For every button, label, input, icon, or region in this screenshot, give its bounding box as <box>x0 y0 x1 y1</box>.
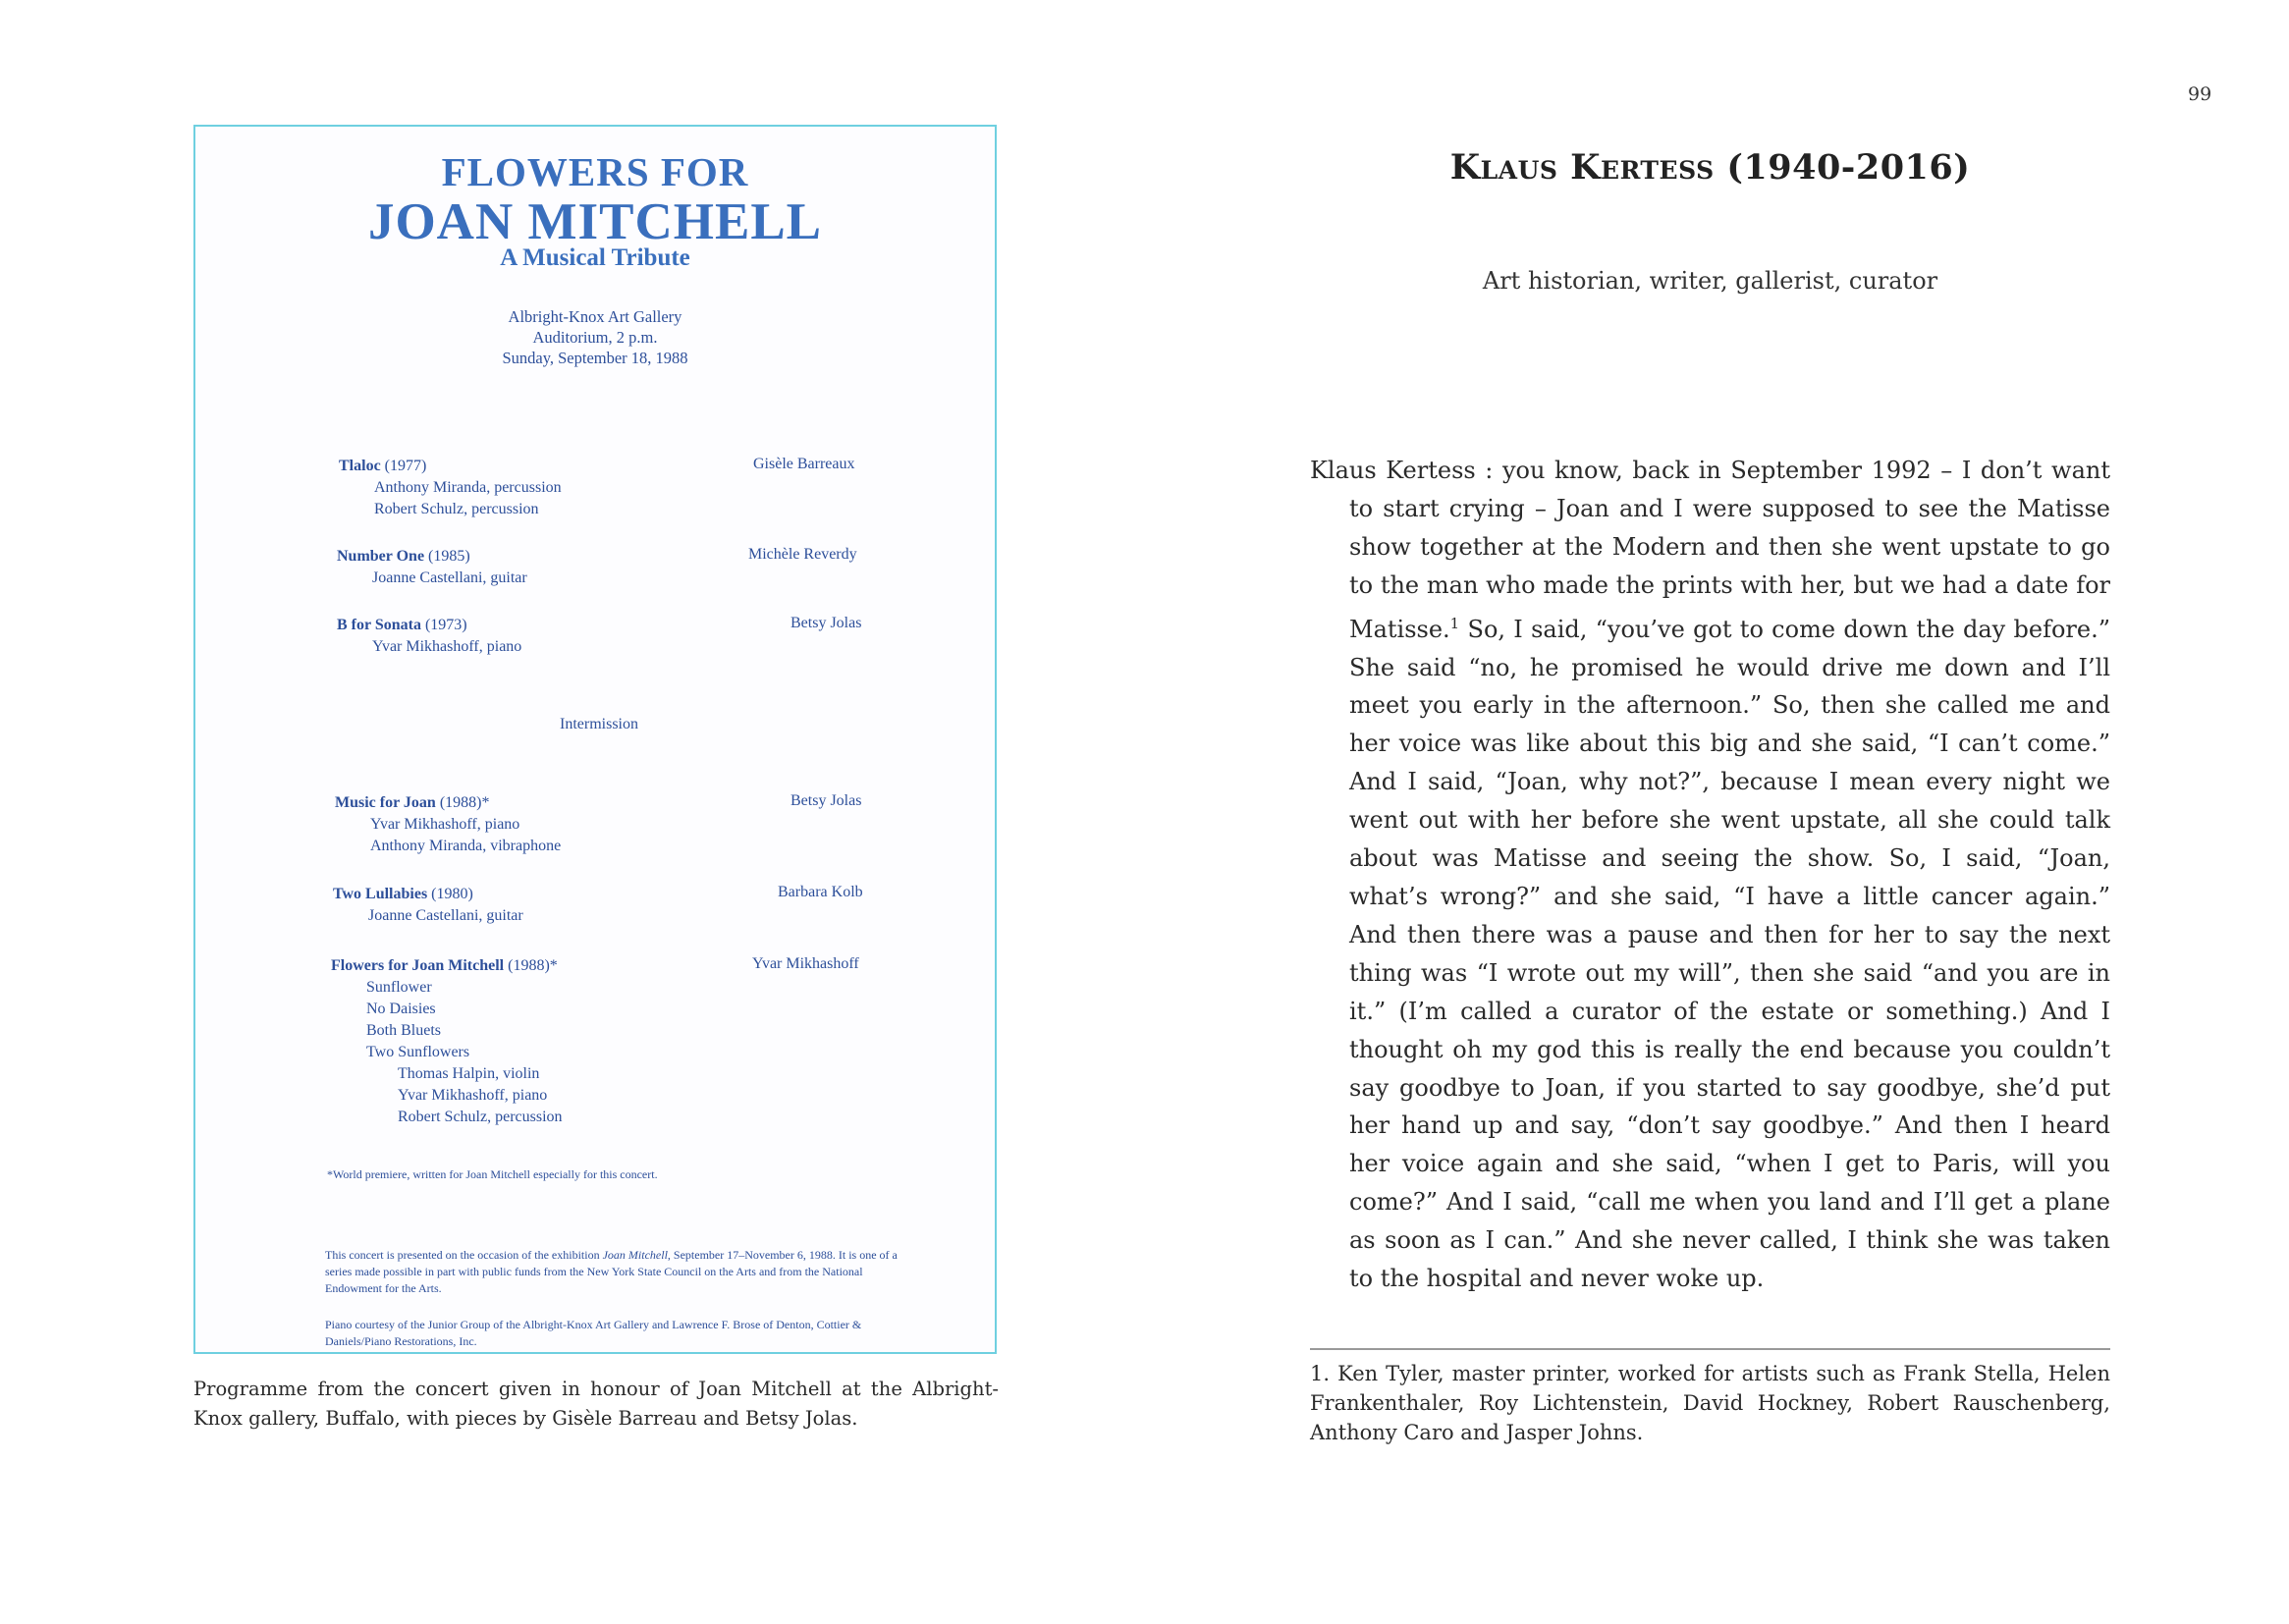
piece-year: (1980) <box>431 886 473 902</box>
venue-line: Sunday, September 18, 1988 <box>502 349 688 367</box>
performer: Yvar Mikhashoff, piano <box>370 816 520 833</box>
programme-title-line1: FLOWERS FOR <box>441 149 749 194</box>
movement: No Daisies <box>366 1001 436 1017</box>
programme-title-line2: JOAN MITCHELL <box>367 193 823 250</box>
programme-subtitle: A Musical Tribute <box>500 244 690 271</box>
piece-title: Tlaloc <box>339 458 381 474</box>
programme-piece <box>337 615 521 658</box>
premiere-note: *World premiere, written for Joan Mitchell especially for this concert. <box>327 1167 658 1181</box>
intermission-label: Intermission <box>560 716 638 732</box>
programme-piece <box>335 792 561 857</box>
piece-composer: Gisèle Barreaux <box>753 456 855 472</box>
programme-piece <box>333 884 523 927</box>
piano-note: Piano courtesy of the Junior Group of the Albright-Knox Art Gallery and Lawrence F. Brose of Denton, Cottier & Daniels/Piano Restorations, Inc. <box>325 1318 862 1348</box>
piece-title: B for Sonata <box>337 617 421 633</box>
performer: Thomas Halpin, violin <box>398 1065 540 1082</box>
programme-venue <box>195 306 995 368</box>
essay-subtitle: Art historian, writer, gallerist, curator <box>1482 267 1938 295</box>
venue-line: Albright-Knox Art Gallery <box>508 307 682 326</box>
performer: Robert Schulz, percussion <box>374 501 539 517</box>
piece-title: Number One <box>337 548 425 565</box>
footnote: 1. Ken Tyler, master printer, worked for artists such as Frank Stella, Helen Frankenthaler, Roy Lichtenstein, David Hockney, Robert Rauschenberg, Anthony Caro and Jasper Johns. <box>1310 1362 2110 1444</box>
programme-piece <box>339 456 562 520</box>
movement: Two Sunflowers <box>366 1044 470 1060</box>
piece-composer: Michèle Reverdy <box>748 546 857 563</box>
performer: Robert Schulz, percussion <box>398 1109 563 1125</box>
performer: Anthony Miranda, vibraphone <box>370 838 562 854</box>
piece-year: (1985) <box>428 548 470 565</box>
piece-year: (1973) <box>424 617 467 633</box>
movement: Sunflower <box>366 979 432 996</box>
piece-title: Flowers for Joan Mitchell <box>331 957 505 974</box>
piece-composer: Betsy Jolas <box>790 615 862 631</box>
performer: Joanne Castellani, guitar <box>372 569 527 586</box>
programme-piece <box>331 955 563 1128</box>
piece-year: (1988)* <box>508 957 558 974</box>
page-number: 99 <box>2188 83 2212 105</box>
occasion-prefix: This concert is presented on the occasion of the exhibition <box>325 1248 603 1262</box>
piece-year: (1988)* <box>439 794 490 811</box>
figure-caption: Programme from the concert given in honour of Joan Mitchell at the Albright-Knox gallery, Buffalo, with pieces by Gisèle Barreau and Betsy Jolas. <box>193 1378 999 1430</box>
piece-title: Music for Joan <box>335 794 436 811</box>
piece-year: (1977) <box>384 458 427 474</box>
performer: Joanne Castellani, guitar <box>368 907 523 924</box>
piece-composer: Barbara Kolb <box>778 884 863 900</box>
body-text-part2: So, I said, “you’ve got to come down the day before.” She said “no, he promised he would drive me down and I’ll meet you early in the afternoon.” So, then she called me and her voice was like about this big and she said, “I can’t come.” And I said, “Joan, why not?”, because I mean every night we went out with her before she went upstate, all she could talk about was Matisse and seeing the show. So, I said, “Joan, what’s wrong?” and she said, “I have a little cancer again.” And then there was a pause and then for her to say the next thing was “I wrote out my will”, then she said “and you are in it.” (I’m called a curator of the estate or something.) And I thought oh my god this is really the end because you couldn’t say goodbye to Joan, if you started to say goodbye, she’d put her hand up and say, “don’t say goodbye.” And then I heard her voice again and she said, “when I get to Paris, will you come?” And I said, “call me when you land and I’ll get a plane as soon as I can.” And she never called, I think she was taken to the hospital and never woke up. <box>1349 615 2110 1293</box>
occasion-note <box>325 1247 904 1297</box>
movement: Both Bluets <box>366 1022 442 1039</box>
performer: Yvar Mikhashoff, piano <box>372 638 522 655</box>
piece-composer: Betsy Jolas <box>790 792 862 809</box>
footnote-divider <box>1310 1348 2110 1350</box>
venue-line: Auditorium, 2 p.m. <box>532 328 658 347</box>
footnote-marker: 1 <box>1449 614 1460 632</box>
programme-image <box>193 125 997 1354</box>
essay-body <box>1310 452 2110 1298</box>
performer: Yvar Mikhashoff, piano <box>398 1087 548 1104</box>
essay-title: Klaus Kertess (1940-2016) <box>1449 147 1971 188</box>
occasion-suffix: , September 17–November 6, 1988. It is one of a series made possible in part with public funds from the New York State Council on the Arts and from the National Endowment for the Arts. <box>325 1248 898 1295</box>
piece-title: Two Lullabies <box>333 886 428 902</box>
piece-composer: Yvar Mikhashoff <box>752 955 859 972</box>
performer: Anthony Miranda, percussion <box>374 479 562 496</box>
body-text-part1: Klaus Kertess : you know, back in September 1992 – I don’t want to start crying – Joan and I were supposed to see the Matisse show together at the Modern and then she went upstate to go to the man who made the prints with her, but we had a date for Matisse. <box>1310 457 2110 643</box>
occasion-title: Joan Mitchell <box>602 1248 668 1262</box>
programme-piece <box>337 546 527 589</box>
